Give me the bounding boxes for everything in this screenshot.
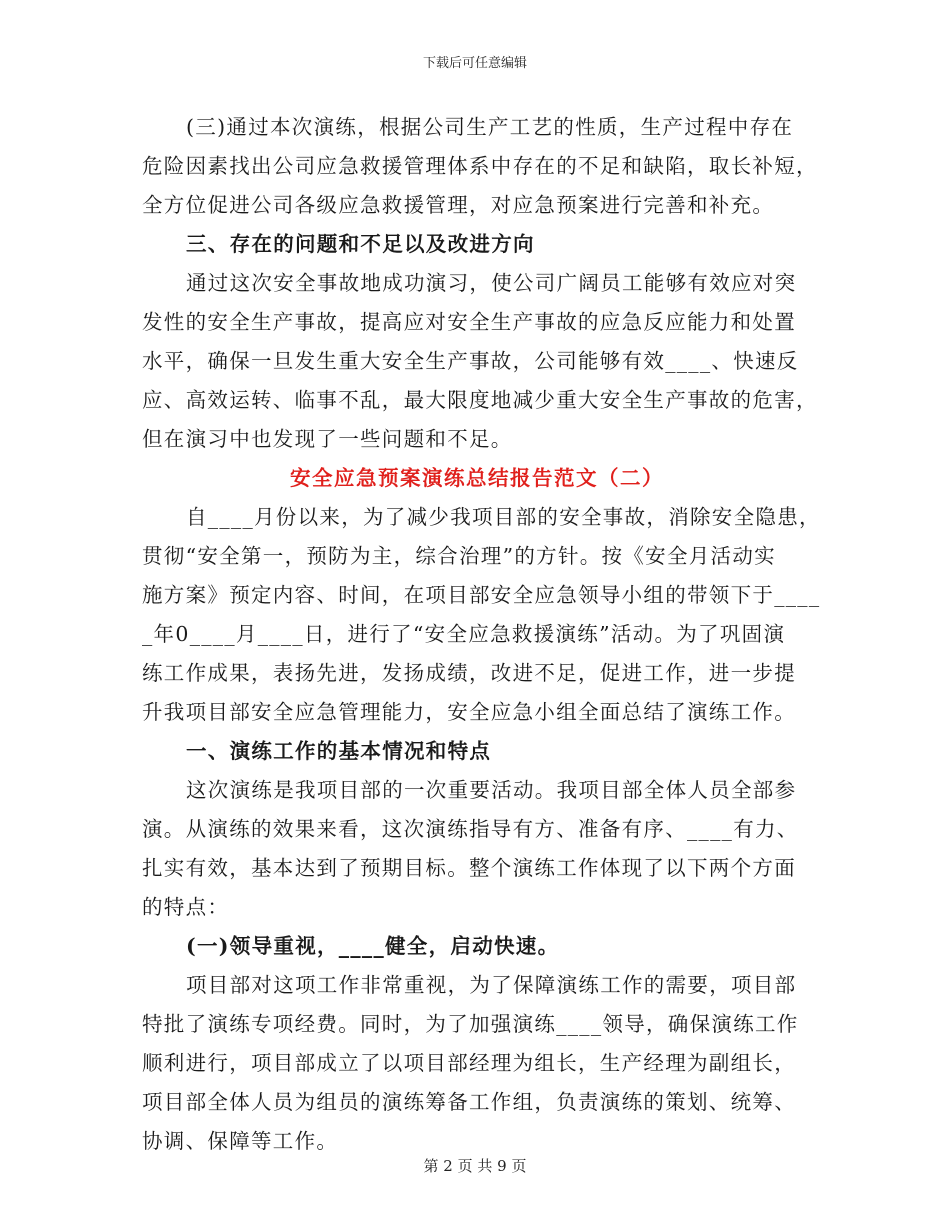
page-number: 第 2 页 共 9 页 [423,1157,527,1175]
page-header-note: 下载后可任意编辑 [422,56,527,71]
document-body [142,108,821,1161]
paragraph-line: 贯彻“安全第一，预防为主，综合治理”的方针。按《安全月活动实 [142,544,776,568]
document-title: 安全应急预案演练总结报告范文（二） [290,466,664,490]
paragraph-line: _年0____月____日，进行了“安全应急救援演练”活动。为了巩固演 [142,622,786,646]
paragraph-line: 水平，确保一旦发生重大安全生产事故，公司能够有效____、快速反 [142,349,799,373]
paragraph-line: 施方案》预定内容、时间，在项目部安全应急领导小组的带领下于____ [142,583,821,607]
paragraph-line: 练工作成果，表扬先进，发扬成绩，改进不足，促进工作，进一步提 [142,661,796,685]
paragraph-line: 特批了演练专项经费。同时，为了加强演练____领导，确保演练工作 [142,1012,799,1036]
paragraph-line: 的特点： [142,895,230,919]
paragraph-line: 这次演练是我项目部的一次重要活动。我项目部全体人员全部参 [186,778,797,802]
section-heading: 三、存在的问题和不足以及改进方向 [186,232,535,256]
paragraph-line: 扎实有效，基本达到了预期目标。整个演练工作体现了以下两个方面 [142,856,796,880]
paragraph-line: 顺利进行，项目部成立了以项目部经理为组长，生产经理为副组长， [142,1051,796,1075]
paragraph-line: 危险因素找出公司应急救援管理体系中存在的不足和缺陷，取长补短， [142,154,818,178]
paragraph-line: 协调、保障等工作。 [142,1129,339,1153]
paragraph-line: 应、高效运转、临事不乱，最大限度地减少重大安全生产事故的危害， [142,388,818,412]
paragraph-line: 项目部全体人员为组员的演练筹备工作组，负责演练的策划、统筹、 [142,1090,796,1114]
paragraph-line: 全方位促进公司各级应急救援管理，对应急预案进行完善和补充。 [142,193,775,217]
paragraph-line: 但在演习中也发现了一些问题和不足。 [142,427,513,451]
paragraph-line: 升我项目部安全应急管理能力，安全应急小组全面总结了演练工作。 [142,700,796,724]
subsection-heading: (一)领导重视，____健全，启动快速。 [186,934,560,958]
paragraph-line: 发性的安全生产事故，提高应对安全生产事故的应急反应能力和处置 [142,310,796,334]
paragraph-line: 项目部对这项工作非常重视，为了保障演练工作的需要，项目部 [186,973,797,997]
paragraph-line: 自____月份以来，为了减少我项目部的安全事故，消除安全隐患， [186,505,821,529]
paragraph-line: 通过这次安全事故地成功演习，使公司广阔员工能够有效应对突 [186,271,797,295]
paragraph-line: 演。从演练的效果来看，这次演练指导有方、准备有序、____有力、 [142,817,799,841]
section-heading: 一、演练工作的基本情况和特点 [186,739,492,763]
paragraph-line: (三)通过本次演练，根据公司生产工艺的性质，生产过程中存在 [186,115,794,139]
